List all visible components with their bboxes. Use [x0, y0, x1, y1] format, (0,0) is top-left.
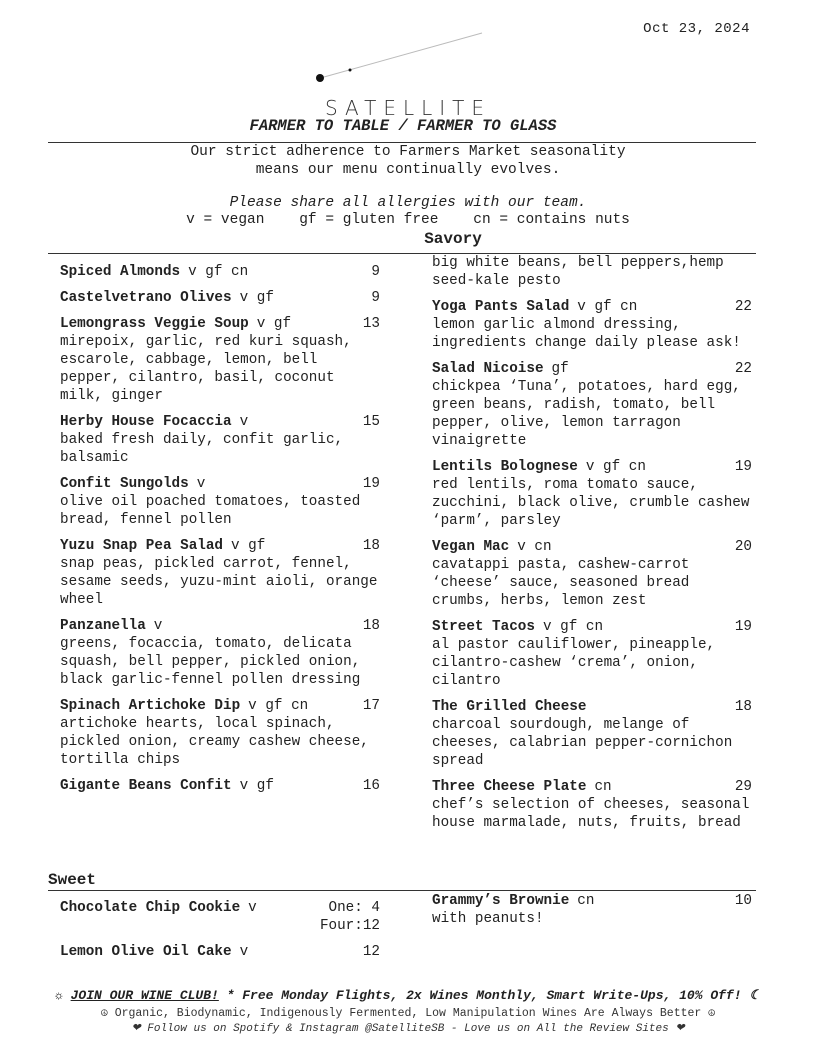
- menu-item-yoga-pants-salad: [432, 298, 752, 352]
- menu-item-vegan-mac: [432, 538, 752, 610]
- item-header: [60, 263, 380, 281]
- menu-item-confit-sungolds: [60, 475, 380, 529]
- item-dietary-tags: v: [239, 944, 249, 960]
- item-description: snap peas, pickled carrot, fennel, sesame seeds, yuzu-mint aioli, orange wheel: [60, 556, 378, 608]
- wine-club-details: * Free Monday Flights, 2x Wines Monthly, Smart Write-Ups, 10% Off! ☾: [218, 988, 761, 1003]
- menu-item-street-tacos: [432, 618, 752, 690]
- item-price: 13: [362, 316, 380, 332]
- item-header: [60, 537, 380, 555]
- item-description: big white beans, bell peppers,hemp seed-kale pesto: [432, 255, 724, 289]
- item-name: Three Cheese Plate: [432, 779, 587, 795]
- menu-item-lemongrass-veggie-soup: [60, 315, 380, 405]
- wine-club-link[interactable]: JOIN OUR WINE CLUB!: [70, 988, 219, 1003]
- intro-line-2: means our menu continually evolves.: [255, 162, 561, 178]
- item-dietary-tags: v: [248, 900, 257, 916]
- menu-date: Oct 23, 2024: [643, 21, 750, 37]
- item-name: Lentils Bolognese: [432, 459, 578, 475]
- item-header: [60, 777, 380, 795]
- item-description: mirepoix, garlic, red kuri squash, escarole, cabbage, lemon, bell pepper, cilantro, basil, coconut milk, ginger: [60, 334, 352, 404]
- item-description: cavatappi pasta, cashew-carrot ‘cheese’ sauce, seasoned bread crumbs, herbs, lemon zest: [432, 557, 690, 609]
- social-line: ❤ Follow us on Spotify & Instagram @SatelliteSB - Love us on All the Review Sites ❤: [131, 1023, 685, 1035]
- item-dietary-tags: v gf: [239, 290, 274, 306]
- allergy-note: Please share all allergies with our team.: [229, 195, 587, 211]
- dietary-legend: v = vegan gf = gluten free cn = contains nuts: [186, 212, 630, 228]
- item-description: artichoke hearts, local spinach, pickled onion, creamy cashew cheese, tortilla chips: [60, 716, 369, 768]
- item-description: greens, focaccia, tomato, delicata squash, bell pepper, pickled onion, black garlic-fennel pollen dressing: [60, 636, 361, 688]
- item-price: 29: [734, 779, 752, 795]
- item-dietary-tags: v: [153, 618, 163, 634]
- item-description: al pastor cauliflower, pineapple, cilantro-cashew ‘crema’, onion, cilantro: [432, 637, 716, 689]
- item-header: [432, 360, 752, 378]
- menu-item-herby-house-focaccia: [60, 413, 380, 467]
- item-header: [60, 617, 380, 635]
- item-name: Spinach Artichoke Dip: [60, 698, 241, 714]
- savory-heading: Savory: [424, 230, 482, 248]
- wine-philosophy-line: ☮ Organic, Biodynamic, Indigenously Fermented, Low Manipulation Wines Are Always Better ☮: [100, 1007, 716, 1020]
- menu-item-grammy-s-brownie: [432, 892, 752, 928]
- wine-club-line: [0, 988, 816, 1003]
- item-header: [432, 698, 752, 716]
- menu-item-gigante-beans-confit: [60, 777, 380, 795]
- item-header: [60, 697, 380, 715]
- item-price: 18: [734, 699, 752, 715]
- item-name: Castelvetrano Olives: [60, 290, 232, 306]
- item-name: Confit Sungolds: [60, 476, 189, 492]
- item-price: 9: [371, 264, 380, 280]
- menu-item-three-cheese-plate: [432, 778, 752, 832]
- item-dietary-tags: v: [196, 476, 206, 492]
- item-description: chickpea ‘Tuna’, potatoes, hard egg, green beans, radish, tomato, bell pepper, olive, lemon tarragon vinaigrette: [432, 379, 741, 449]
- item-description: lemon garlic almond dressing, ingredients change daily please ask!: [432, 317, 741, 351]
- item-price: 20: [734, 539, 752, 555]
- item-price: 18: [362, 538, 380, 554]
- item-header: [60, 943, 380, 961]
- item-name: Salad Nicoise: [432, 361, 544, 377]
- item-name: Chocolate Chip Cookie: [60, 900, 241, 916]
- item-header: [432, 778, 752, 796]
- item-name: Herby House Focaccia: [60, 414, 232, 430]
- menu-item-continuation: [432, 254, 752, 290]
- item-header: [60, 413, 380, 431]
- item-price: 18: [362, 618, 380, 634]
- menu-item-castelvetrano-olives: [60, 289, 380, 307]
- item-description: with peanuts!: [432, 911, 544, 927]
- item-description: red lentils, roma tomato sauce, zucchini, black olive, crumble cashew ‘parm’, parsley: [432, 477, 750, 529]
- item-name: Yoga Pants Salad: [432, 299, 570, 315]
- item-description: charcoal sourdough, melange of cheeses, calabrian pepper-cornichon spread: [432, 717, 733, 769]
- menu-item-spiced-almonds: [60, 263, 380, 281]
- item-dietary-tags: v gf cn: [585, 459, 646, 475]
- item-price: 22: [734, 361, 752, 377]
- item-price: 19: [734, 619, 752, 635]
- item-header: [432, 892, 752, 910]
- item-header: [60, 289, 380, 307]
- item-price: 19: [734, 459, 752, 475]
- item-dietary-tags: gf: [551, 361, 569, 377]
- item-name: Spiced Almonds: [60, 264, 181, 280]
- item-price: 19: [362, 476, 380, 492]
- item-dietary-tags: v gf cn: [188, 264, 249, 280]
- item-header: [60, 899, 380, 935]
- item-header: [432, 538, 752, 556]
- item-header: [432, 298, 752, 316]
- item-name: Yuzu Snap Pea Salad: [60, 538, 224, 554]
- sweet-divider: [48, 890, 756, 891]
- item-header: [60, 475, 380, 493]
- item-name: The Grilled Cheese: [432, 699, 587, 715]
- item-header: [432, 458, 752, 476]
- item-description: chef’s selection of cheeses, seasonal house marmalade, nuts, fruits, bread: [432, 797, 750, 831]
- item-dietary-tags: v gf: [231, 538, 266, 554]
- item-header: [432, 618, 752, 636]
- item-dietary-tags: v gf: [239, 778, 274, 794]
- sun-icon: ☼: [55, 988, 71, 1003]
- menu-item-yuzu-snap-pea-salad: [60, 537, 380, 609]
- item-dietary-tags: v: [239, 414, 249, 430]
- item-dietary-tags: v gf cn: [542, 619, 604, 635]
- item-name: Vegan Mac: [432, 539, 510, 555]
- item-name: Lemongrass Veggie Soup: [60, 316, 249, 332]
- item-name: Grammy’s Brownie: [432, 893, 570, 909]
- sweet-heading: Sweet: [48, 871, 97, 889]
- menu-item-lemon-olive-oil-cake: [60, 943, 380, 961]
- intro-line-1: Our strict adherence to Farmers Market seasonality: [190, 144, 626, 160]
- tagline: FARMER TO TABLE / FARMER TO GLASS: [249, 117, 557, 135]
- menu-item-chocolate-chip-cookie: [60, 899, 380, 935]
- item-name: Lemon Olive Oil Cake: [60, 944, 232, 960]
- menu-item-salad-nicoise: [432, 360, 752, 450]
- item-dietary-tags: cn: [577, 893, 595, 909]
- item-description: baked fresh daily, confit garlic, balsamic: [60, 432, 344, 466]
- satellite-logo-icon: [310, 28, 500, 98]
- item-price: 16: [362, 778, 380, 794]
- brand-name: SATELLITE: [324, 96, 492, 120]
- item-dietary-tags: v gf cn: [248, 698, 309, 714]
- item-price: One: 4 Four:12: [319, 900, 380, 934]
- item-dietary-tags: v gf: [256, 316, 292, 332]
- item-price: 15: [362, 414, 380, 430]
- item-name: Street Tacos: [432, 619, 535, 635]
- item-dietary-tags: v cn: [517, 539, 552, 555]
- item-price: 17: [362, 698, 380, 714]
- item-name: Panzanella: [60, 618, 146, 634]
- item-description: olive oil poached tomatoes, toasted bread, fennel pollen: [60, 494, 361, 528]
- item-dietary-tags: v gf cn: [577, 299, 638, 315]
- menu-item-the-grilled-cheese: [432, 698, 752, 770]
- item-price: 10: [734, 893, 752, 909]
- menu-item-panzanella: [60, 617, 380, 689]
- item-price: 9: [371, 290, 380, 306]
- item-name: Gigante Beans Confit: [60, 778, 232, 794]
- item-header: [60, 315, 380, 333]
- item-dietary-tags: cn: [594, 779, 612, 795]
- menu-item-lentils-bolognese: [432, 458, 752, 530]
- item-price: 12: [362, 944, 380, 960]
- menu-item-spinach-artichoke-dip: [60, 697, 380, 769]
- item-price: 22: [734, 299, 752, 315]
